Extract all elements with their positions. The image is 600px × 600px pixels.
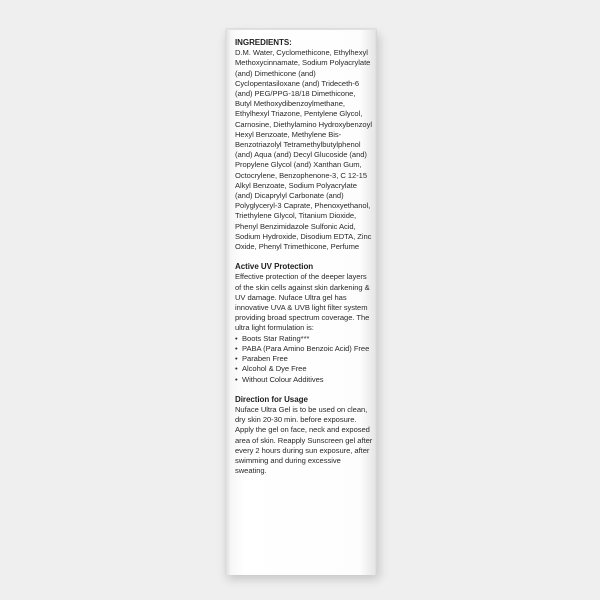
ingredients-text: D.M. Water, Cyclomethicone, Ethylhexyl Methoxycinnamate, Sodium Polyacrylate (and) Dimethicone (and) Cyclopentasiloxane (and) Trideceth-6 (and) PEG/PPG-18/18 Dimethicone, Butyl Methoxydibenzoylmethane, Ethylhexyl Triazone, Pentylene Glycol, Carnosine, Diethylamino Hydroxybenzoyl Hexyl Benzoate, Methylene Bis-Benzotriazolyl Tetramethylbutylphenol (and) Aqua (and) Decyl Glucoside (and) Propylene Glycol (and) Xanthan Gum, Octocrylene, Benzophenone-3, C 12-15 Alkyl Benzoate, Sodium Polyacrylate (and) Dicaprylyl Carbonate (and) Polyglyceryl-3 Caprate, Phenoxyethanol, Triethylene Glycol, Titanium Dioxide, Phenyl Benzimidazole Sulfonic Acid, Sodium Hydroxide, Disodium EDTA, Zinc Oxide, Phenyl Trimethicone, Perfume [235,48,372,252]
uv-protection-title: Active UV Protection [235,262,314,272]
list-item: • Boots Star Rating*** [235,334,373,344]
ingredients-title: INGREDIENTS: [235,38,292,47]
uv-protection-text: Effective protection of the deeper layers of the skin cells against skin darkening & UV damage. Nuface Ultra gel has innovative UVA & UVB light filter system providing broad spectrum coverage. The ultra light formulation is: [235,272,370,333]
list-item: • Paraben Free [235,354,373,364]
section-gap [235,252,373,262]
list-item: • Without Colour Additives [235,375,373,385]
usage-title: Direction for Usage [235,394,308,404]
list-item: • Alcohol & Dye Free [235,364,373,374]
section-gap [235,385,373,395]
usage-text: Nuface Ultra Gel is to be used on clean, dry skin 20-30 min. before exposure. Apply the gel on face, neck and exposed area of skin. Reapply Sunscreen gel after every 2 hours during sun exposure, after swimming and during excessive sweating. [235,404,373,476]
list-item: • PABA (Para Amino Benzoic Acid) Free [235,344,373,354]
box-text-panel [235,38,373,476]
uv-feature-list [235,334,373,385]
